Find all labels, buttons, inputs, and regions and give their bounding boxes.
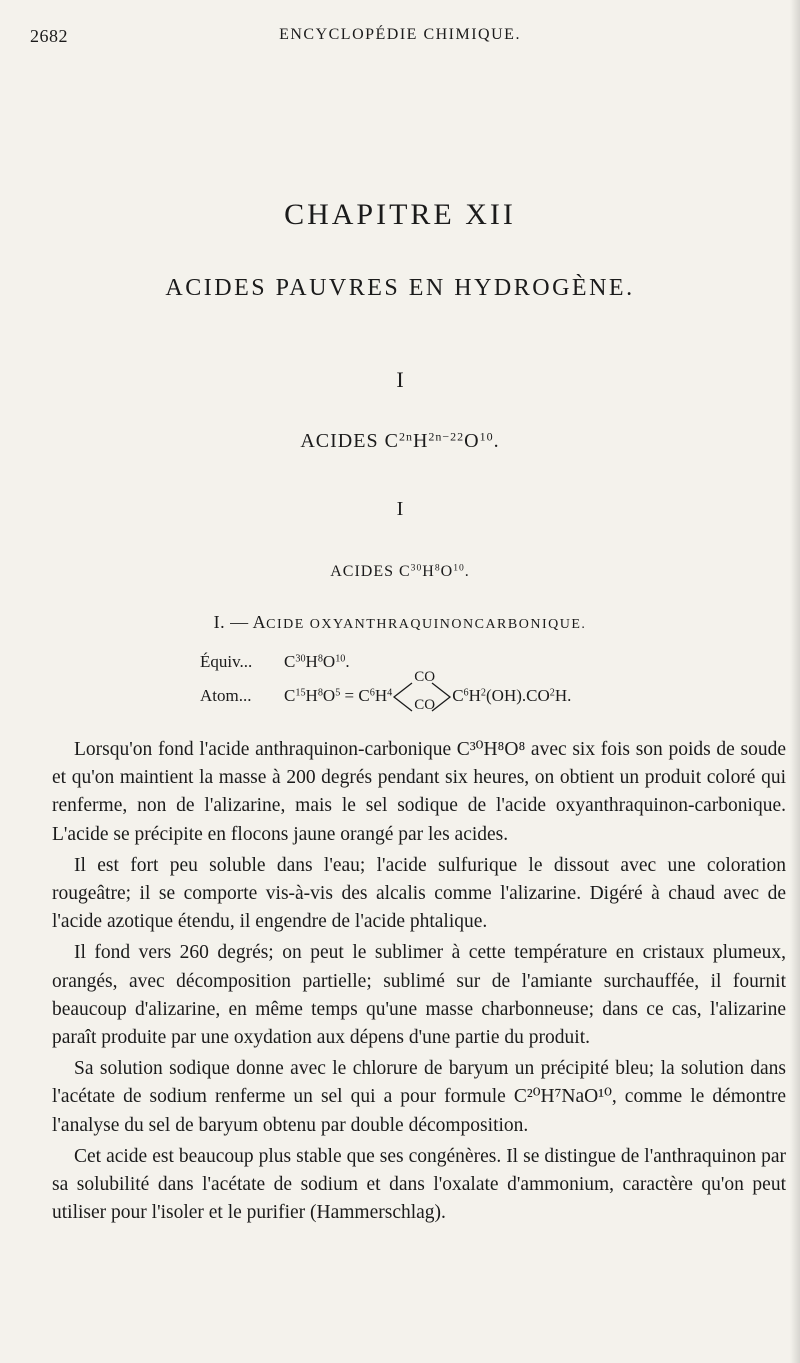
body-text: [52, 736, 786, 1230]
equiv-label: Équiv...: [200, 652, 253, 671]
paragraph: Cet acide est beaucoup plus stable que ses congénères. Il se distingue de l'anthraquinon par sa solubilité dans l'acétate de sodium et dans l'oxalate d'ammonium, caractère qu'on peut utiliser pour l'isoler et le purifier (Hammerschlag).: [52, 1145, 786, 1224]
atom-formula: Atom... $C^{15}H^8O^5 = C^6H^4$ CO CO $C^6H^2(OH).CO^2H$.: [200, 686, 571, 707]
subpart-heading: ACIDES $C^{30}H^8O^{10}$.: [330, 562, 470, 580]
section-title-rest: CIDE OXYANTHRAQUINONCARBONIQUE.: [266, 617, 587, 632]
equiv-formula: Équiv... $C^{30}H^8O^{10}$.: [200, 652, 350, 671]
part-heading-suffix: .: [493, 430, 500, 452]
part-numeral: I: [396, 367, 404, 392]
section-title-initial: A: [252, 612, 267, 632]
page-header: [30, 26, 770, 52]
running-title: ENCYCLOPÉDIE CHIMIQUE.: [279, 26, 521, 43]
subpart-heading-prefix: ACIDES C: [330, 563, 411, 580]
chapter-title: CHAPITRE XII: [284, 198, 516, 231]
paragraph: Il fond vers 260 degrés; on peut le sublimer à cette température en cristaux plumeux, orangés, avec décomposition partielle; sublimé sur de l'amiante surchauffée, il fournit beaucoup d'alizarine, en même temps qu'une masse charbonneuse; dans ce cas, l'alizarine paraît produite par une oxydation aux dépens d'une partie du produit.: [52, 942, 786, 1049]
paragraph: Il est fort peu soluble dans l'eau; l'acide sulfurique le dissout avec une coloration rougeâtre; il se comporte vis-à-vis des alcalis comme l'alizarine. Digéré à chaud avec de l'acide azotique étendu, il engendre de l'acide phtalique.: [52, 854, 786, 933]
paragraph: Sa solution sodique donne avec le chlorure de baryum un précipité bleu; la solution dans l'acétate de sodium renferme un sel qui a pour formule C²⁰H⁷NaO¹⁰, comme le démontre l'analyse du sel de baryum obtenu par double décomposition.: [52, 1058, 786, 1136]
section-heading: [0, 612, 800, 633]
section-number: I. —: [213, 612, 253, 632]
chapter-subtitle: ACIDES PAUVRES EN HYDROGÈNE.: [165, 275, 635, 301]
scan-shadow: [790, 0, 800, 1363]
co-bottom-label: CO: [414, 697, 436, 714]
atom-label: Atom...: [200, 686, 252, 705]
co-top-label: CO: [414, 669, 436, 686]
co-bridge: [392, 669, 452, 714]
subpart-numeral: I: [396, 498, 404, 520]
part-heading: ACIDES $C^{2n}H^{2n-22}O^{10}$.: [300, 429, 500, 452]
page-number: 2682: [30, 26, 68, 46]
part-heading-prefix: ACIDES C: [300, 430, 399, 452]
paragraph: Lorsqu'on fond l'acide anthraquinon-carbonique C³⁰H⁸O⁸ avec six fois son poids de soude et qu'on maintient la masse à 200 degrés pendant six heures, on obtient un produit coloré qui renferme, non de l'alizarine, mais le sel sodique de l'acide oxyanthraquinon-carbonique. L'acide se précipite en flocons jaune orangé par les acides.: [52, 739, 786, 845]
subpart-heading-suffix: .: [464, 563, 470, 580]
